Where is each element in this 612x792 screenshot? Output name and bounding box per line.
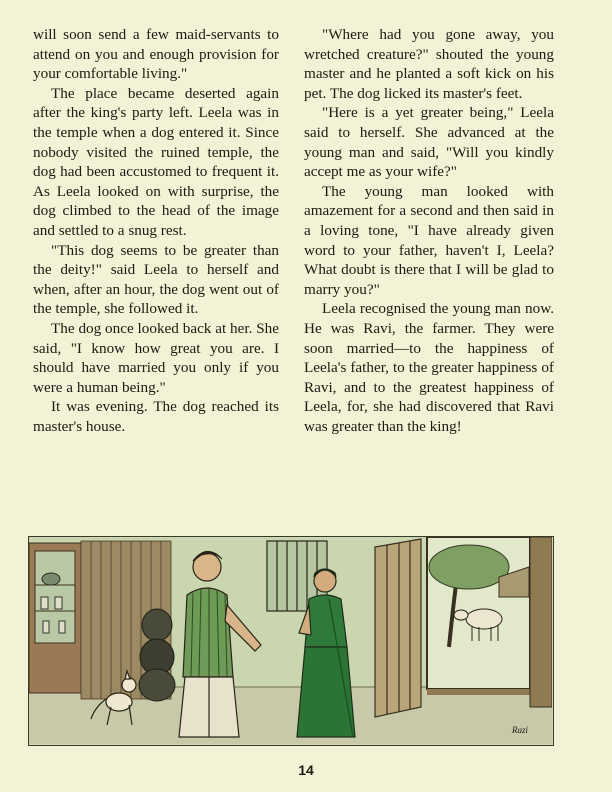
open-door: [375, 539, 421, 717]
paragraph: The dog once looked back at her. She said, "I know how great you are. I should have married you only if you were a human being.": [33, 319, 279, 396]
paragraph: "Here is a yet greater being," Leela said to herself. She advanced at the young man and said, "Will you kindly accept me as your wife?": [304, 104, 554, 181]
paragraph: "Where had you gone away, you wretched creature?" shouted the young master and he planted a soft kick on his pet. The dog licked its master's feet.: [304, 26, 554, 102]
artist-signature: Razi: [512, 725, 529, 735]
paragraph: will soon send a few maid-servants to attend on you and enough provision for your comfortable living.": [33, 26, 279, 83]
illustration-scene: [29, 537, 552, 744]
page-number: 14: [298, 762, 314, 778]
paragraph: The place became deserted again after the king's party left. Leela was in the temple when a dog entered it. Since nobody visited the ruined temple, the dog had been accustomed to frequent it. As Leela looked on with surprise, the dog climbed to the head of the image and settled to a snug rest.: [33, 84, 279, 239]
doorway-outdoor-view: [427, 537, 530, 695]
paragraph: "This dog seems to be greater than the deity!" said Leela to herself and when, after an hour, the dog went out of the temple, she followed it.: [33, 241, 279, 318]
shelf-cupboard: [29, 543, 81, 693]
paragraph: Leela recognised the young man now. He was Ravi, the farmer. They were soon married—to the happiness of Leela's father, to the greater happiness of Ravi, and to the greatest happiness of Leela, for, she had discovered that Ravi was greater than the king!: [304, 300, 554, 435]
water-pots: [139, 609, 175, 701]
right-text-column: [304, 25, 554, 436]
story-illustration: [28, 536, 554, 746]
left-text-column: [33, 25, 279, 436]
paragraph: It was evening. The dog reached its master's house.: [33, 398, 279, 435]
paragraph: The young man looked with amazement for a second and then said in a loving tone, "I have already given word to your father, haven't I, Leela? What doubt is there that I will be glad to marry you?": [304, 182, 554, 298]
